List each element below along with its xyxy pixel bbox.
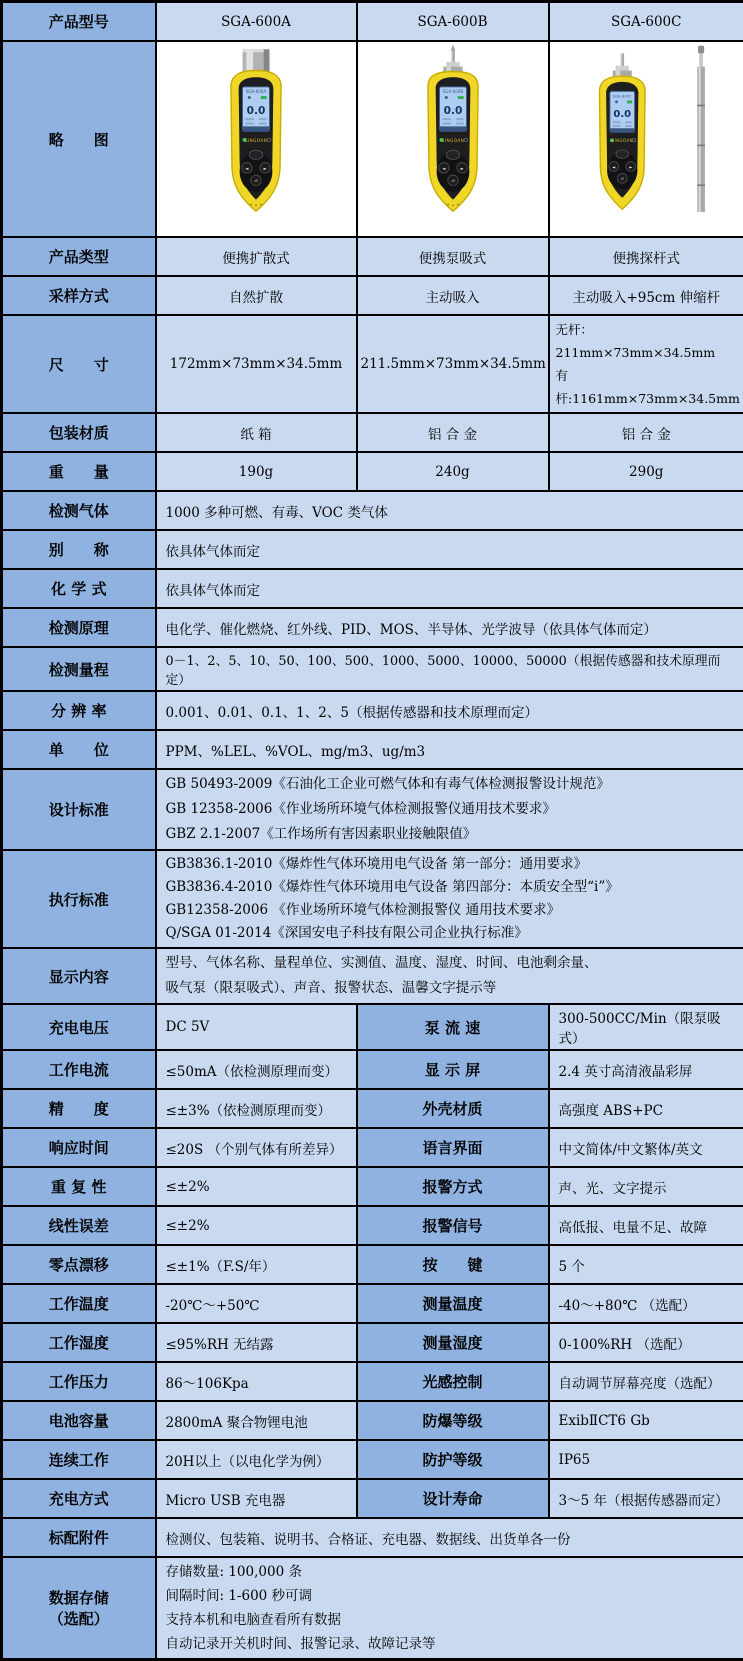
table-row (2, 691, 743, 730)
storage-label-line: 数据存储 (4, 1587, 154, 1608)
row-label: 包装材质 (2, 413, 156, 452)
model-name-b: SGA-600B (357, 2, 549, 42)
device-image-sga-600a (203, 44, 309, 230)
row-label: 线性误差 (2, 1206, 156, 1245)
row-label: 化 学 式 (2, 569, 156, 608)
svg-text:◄: ◄ (245, 167, 249, 172)
lcd-screen (439, 87, 466, 131)
row-label-model: 产品型号 (2, 2, 156, 42)
svg-text:SGA-600B: SGA-600B (442, 89, 463, 94)
svg-text:0.0: 0.0 (443, 105, 462, 117)
standard-line: Q/SGA 01-2014《深国安电子科技有限公司企业执行标准》 (166, 922, 735, 945)
table-row (2, 1518, 743, 1557)
table-row (2, 237, 743, 276)
svg-text:0.0: 0.0 (614, 109, 632, 120)
svg-text:SGA-600A: SGA-600A (246, 89, 267, 94)
row-label: 尺 寸 (2, 315, 156, 413)
table-row (2, 491, 743, 530)
row-label-storage (2, 1557, 156, 1660)
pump-probe (443, 44, 462, 74)
spec-value-cell: 190g (156, 452, 357, 491)
spec-value-cell: 高低报、电量不足、故障 (549, 1206, 743, 1245)
row-label: 零点漂移 (2, 1245, 156, 1284)
display-content-line: 型号、气体名称、量程单位、实测值、温度、湿度、时间、电池剩余量、 (166, 951, 735, 976)
brand-text: SINGOAN (441, 138, 463, 143)
table-row (2, 1557, 743, 1660)
spec-value-cell: 主动吸入 (357, 276, 549, 315)
row-label: 显示内容 (2, 948, 156, 1004)
sensor-cap (243, 49, 270, 72)
row-label: 采样方式 (2, 276, 156, 315)
row-label: 充电电压 (2, 1004, 156, 1050)
lcd-screen (610, 91, 635, 132)
row-label: 响应时间 (2, 1128, 156, 1167)
row-label: 工作温度 (2, 1284, 156, 1323)
storage-line: 间隔时间: 1-600 秒可调 (166, 1584, 735, 1608)
product-image-cell-b (357, 41, 549, 237)
spec-value-cell: 0-100%RH （选配） (549, 1323, 743, 1362)
svg-text:►: ► (263, 167, 267, 172)
spec-value-cell: 自动调节屏幕亮度（选配） (549, 1362, 743, 1401)
table-row (2, 1401, 743, 1440)
table-row (2, 850, 743, 948)
row-label: 泵 流 速 (357, 1004, 549, 1050)
spec-value-cell: ExibⅡCT6 Gb (549, 1401, 743, 1440)
row-label: 设计寿命 (357, 1479, 549, 1518)
spec-value-cell: 2.4 英寸高清液晶彩屏 (549, 1050, 743, 1089)
dimension-line: 有杆:1161mm×73mm×34.5mm (556, 364, 735, 410)
row-label: 充电方式 (2, 1479, 156, 1518)
row-label: 工作电流 (2, 1050, 156, 1089)
row-label: 工作压力 (2, 1362, 156, 1401)
row-label: 防爆等级 (357, 1401, 549, 1440)
spec-value-cell: 检测仪、包装箱、说明书、合格证、充电器、数据线、出货单各一份 (156, 1518, 743, 1557)
row-label: 标配附件 (2, 1518, 156, 1557)
spec-value-cell: 20H以上（以电化学为例） (156, 1440, 357, 1479)
product-image-cell-c (549, 41, 743, 237)
table-row (2, 569, 743, 608)
standard-line: GB3836.1-2010《爆炸性气体环境用电气设备 第一部分：通用要求》 (166, 853, 735, 876)
svg-text:0.0: 0.0 (247, 105, 266, 117)
spec-value-cell: ≤50mA（依检测原理而变） (156, 1050, 357, 1089)
spec-value-cell: Micro USB 充电器 (156, 1479, 357, 1518)
table-row (2, 647, 743, 691)
spec-value-cell: PPM、%LEL、%VOL、mg/m3、ug/m3 (156, 730, 743, 769)
table-row (2, 1089, 743, 1128)
table-row (2, 1050, 743, 1089)
table-row (2, 1362, 743, 1401)
spec-value-cell: IP65 (549, 1440, 743, 1479)
table-row (2, 452, 743, 491)
row-label: 语言界面 (357, 1128, 549, 1167)
table-row (2, 1440, 743, 1479)
spec-value-cell: 中文简体/中文繁体/英文 (549, 1128, 743, 1167)
svg-text:⏎: ⏎ (621, 176, 625, 181)
spec-value-cell: ≤±1%（F.S/年） (156, 1245, 357, 1284)
spec-value-cell: 电化学、催化燃烧、红外线、PID、MOS、半导体、光学波导（依具体气体而定） (156, 608, 743, 647)
spec-value-cell (156, 948, 743, 1004)
spec-value-cell: -40～+80℃ （选配） (549, 1284, 743, 1323)
row-label: 测量温度 (357, 1284, 549, 1323)
row-label: 报警信号 (357, 1206, 549, 1245)
dimension-line: 无杆：211mm×73mm×34.5mm (556, 318, 735, 364)
table-row (2, 2, 743, 42)
row-label-sketch: 略 图 (2, 41, 156, 237)
standard-line: GB 50493-2009《石油化工企业可燃气体和有毒气体检测报警设计规范》 (166, 772, 735, 797)
row-label: 连续工作 (2, 1440, 156, 1479)
spec-value-cell: 自然扩散 (156, 276, 357, 315)
svg-text:⏎: ⏎ (451, 178, 455, 184)
row-label: 检测气体 (2, 491, 156, 530)
storage-line: 存储数量: 100,000 条 (166, 1560, 735, 1584)
row-label: 光感控制 (357, 1362, 549, 1401)
standard-line: GB12358-2006 《作业场所环境气体检测报警仪 通用技术要求》 (166, 899, 735, 922)
device-image-sga-600b (400, 44, 506, 230)
device-image-sga-600c (570, 44, 722, 230)
spec-value-cell: ≤±3%（依检测原理而变） (156, 1089, 357, 1128)
spec-value-cell: 依具体气体而定 (156, 569, 743, 608)
brand-text: SINGOAN (612, 138, 633, 143)
svg-text:SGA-600C: SGA-600C (613, 94, 632, 99)
spec-value-cell: 铝 合 金 (357, 413, 549, 452)
table-row (2, 608, 743, 647)
svg-text:◄: ◄ (442, 167, 446, 172)
spec-value-cell (156, 769, 743, 850)
row-label: 单 位 (2, 730, 156, 769)
spec-value-cell: 便携扩散式 (156, 237, 357, 276)
model-name-c: SGA-600C (549, 2, 743, 42)
display-content-line: 吸气泵（限泵吸式）、声音、报警状态、温馨文字提示等 (166, 976, 735, 1001)
spec-value-cell: 2800mA 聚合物锂电池 (156, 1401, 357, 1440)
row-label: 设计标准 (2, 769, 156, 850)
spec-value-cell: 86～106Kpa (156, 1362, 357, 1401)
brand-text: SINGOAN (245, 138, 267, 143)
spec-value-cell: 声、光、文字提示 (549, 1167, 743, 1206)
standard-line: GB3836.4-2010《爆炸性气体环境用电气设备 第四部分：本质安全型“i”》 (166, 876, 735, 899)
spec-value-cell: 便携探杆式 (549, 237, 743, 276)
row-label: 防护等级 (357, 1440, 549, 1479)
spec-value-cell: 高强度 ABS+PC (549, 1089, 743, 1128)
table-row (2, 41, 743, 237)
row-label: 报警方式 (357, 1167, 549, 1206)
row-label: 分 辨 率 (2, 691, 156, 730)
spec-value-cell: 172mm×73mm×34.5mm (156, 315, 357, 413)
product-image-cell-a (156, 41, 357, 237)
row-label: 重 量 (2, 452, 156, 491)
spec-value-cell (549, 315, 743, 413)
spec-value-cell: ≤20S （个别气体有所差异） (156, 1128, 357, 1167)
storage-line: 支持本机和电脑查看所有数据 (166, 1608, 735, 1632)
telescopic-rod (698, 46, 706, 212)
spec-value-cell (156, 850, 743, 948)
svg-text:►: ► (460, 167, 464, 172)
row-label: 测量湿度 (357, 1323, 549, 1362)
row-label: 电池容量 (2, 1401, 156, 1440)
spec-value-cell: 依具体气体而定 (156, 530, 743, 569)
spec-value-cell: 290g (549, 452, 743, 491)
table-row (2, 1004, 743, 1050)
svg-text:⏎: ⏎ (254, 178, 258, 184)
storage-label-line: （选配） (4, 1608, 154, 1629)
row-label: 检测原理 (2, 608, 156, 647)
row-label: 工作湿度 (2, 1323, 156, 1362)
spec-value-cell: 1000 多种可燃、有毒、VOC 类气体 (156, 491, 743, 530)
table-row (2, 1167, 743, 1206)
table-row (2, 1206, 743, 1245)
spec-value-cell: 0－1、2、5、10、50、100、500、1000、5000、10000、50000（根据传感器和技术原理而定） (156, 647, 743, 691)
spec-value-cell: 主动吸入+95cm 伸缩杆 (549, 276, 743, 315)
spec-value-cell: -20℃～+50℃ (156, 1284, 357, 1323)
row-label: 别 称 (2, 530, 156, 569)
spec-value-cell: ≤95%RH 无结露 (156, 1323, 357, 1362)
table-row (2, 530, 743, 569)
svg-text:►: ► (629, 164, 633, 169)
row-label: 外壳材质 (357, 1089, 549, 1128)
spec-value-cell: 便携泵吸式 (357, 237, 549, 276)
storage-line: 自动记录开关机时间、报警记录、故障记录等 (166, 1632, 735, 1656)
spec-value-cell: 300-500CC/Min（限泵吸式） (549, 1004, 743, 1050)
lcd-screen (243, 87, 270, 131)
table-row (2, 730, 743, 769)
spec-value-cell: DC 5V (156, 1004, 357, 1050)
table-row (2, 1479, 743, 1518)
table-row (2, 948, 743, 1004)
spec-value-cell: 5 个 (549, 1245, 743, 1284)
table-row (2, 1128, 743, 1167)
spec-value-cell: ≤±2% (156, 1167, 357, 1206)
table-row (2, 1284, 743, 1323)
row-label: 显 示 屏 (357, 1050, 549, 1089)
table-row (2, 769, 743, 850)
row-label: 产品类型 (2, 237, 156, 276)
standard-line: GB 12358-2006《作业场所环境气体检测报警仪通用技术要求》 (166, 797, 735, 822)
row-label: 检测量程 (2, 647, 156, 691)
table-row (2, 276, 743, 315)
standard-line: GBZ 2.1-2007《工作场所有害因素职业接触限值》 (166, 822, 735, 847)
model-name-a: SGA-600A (156, 2, 357, 42)
table-row (2, 1323, 743, 1362)
row-label: 精 度 (2, 1089, 156, 1128)
table-row (2, 315, 743, 413)
probe-stub (613, 53, 632, 77)
spec-value-cell: 211.5mm×73mm×34.5mm (357, 315, 549, 413)
row-label: 按 键 (357, 1245, 549, 1284)
spec-value-cell: 3～5 年（根据传感器而定） (549, 1479, 743, 1518)
row-label: 重 复 性 (2, 1167, 156, 1206)
spec-value-cell: 纸 箱 (156, 413, 357, 452)
spec-value-cell: ≤±2% (156, 1206, 357, 1245)
row-label: 执行标准 (2, 850, 156, 948)
table-row (2, 1245, 743, 1284)
spec-value-cell (156, 1557, 743, 1660)
spec-value-cell: 0.001、0.01、0.1、1、2、5（根据传感器和技术原理而定） (156, 691, 743, 730)
table-row (2, 413, 743, 452)
spec-value-cell: 240g (357, 452, 549, 491)
svg-text:◄: ◄ (612, 164, 616, 169)
spec-value-cell: 铝 合 金 (549, 413, 743, 452)
